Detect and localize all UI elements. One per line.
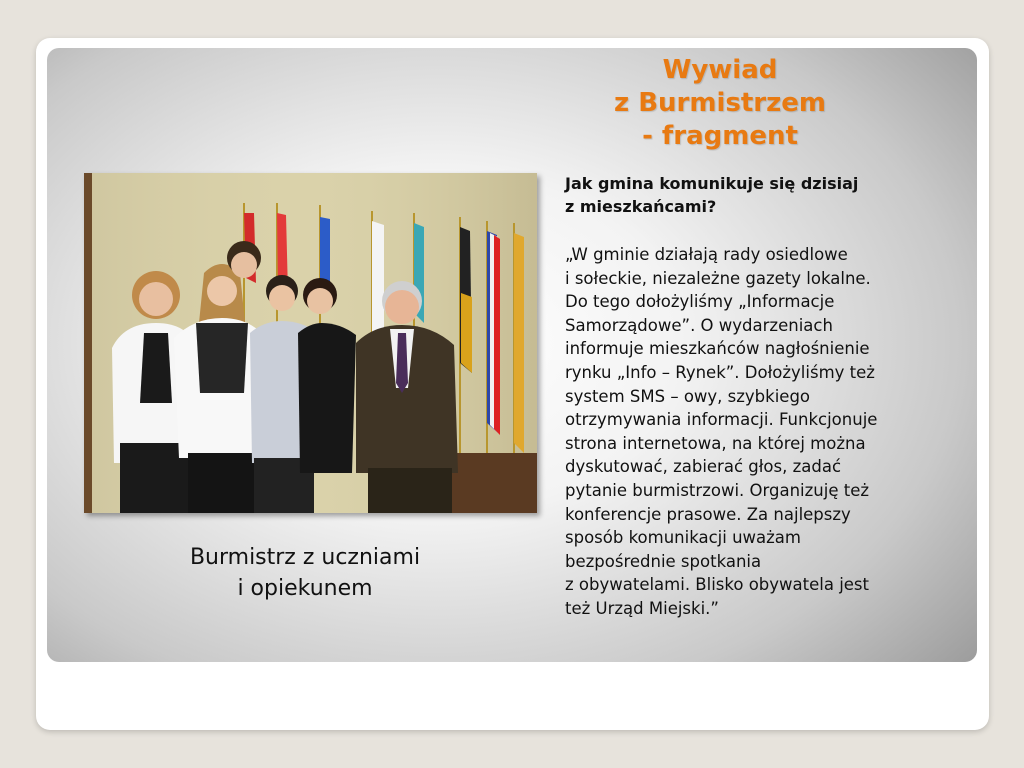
title-line-1: Wywiad — [662, 55, 778, 85]
answer-line: też Urząd Miejski.” — [565, 598, 719, 618]
answer-line: i sołeckie, niezależne gazety lokalne. — [565, 268, 871, 288]
answer-line: otrzymywania informacji. Funkcjonuje — [565, 410, 878, 430]
answer-line: Do tego dołożyliśmy „Informacje — [565, 292, 835, 312]
answer-line: dyskutować, zabierać głos, zadać — [565, 457, 842, 477]
answer-line: „W gminie działają rady osiedlowe — [565, 245, 848, 264]
interview-question — [565, 172, 965, 218]
caption-line-2: i opiekunem — [237, 576, 373, 601]
caption-line-1: Burmistrz z uczniami — [189, 545, 421, 570]
question-line-2: z mieszkańcami? — [565, 197, 717, 216]
group-photo-image — [84, 173, 537, 513]
title-line-3: - fragment — [642, 121, 798, 151]
slide-title — [560, 54, 880, 153]
interview-answer — [565, 243, 965, 621]
answer-line: sposób komunikacji uważam — [565, 528, 801, 548]
answer-line: informuje mieszkańców nagłośnienie — [565, 339, 870, 359]
answer-line: system SMS – owy, szybkiego — [565, 386, 811, 406]
answer-line: z obywatelami. Blisko obywatela jest — [565, 575, 870, 595]
answer-line: konferencje prasowe. Za najlepszy — [565, 504, 851, 524]
title-line-2: z Burmistrzem — [614, 88, 826, 118]
group-photo — [84, 173, 537, 513]
question-line-1: Jak gmina komunikuje się dzisiaj — [565, 174, 859, 193]
answer-line: pytanie burmistrzowi. Organizuję też — [565, 480, 870, 500]
photo-caption — [130, 542, 480, 604]
answer-line: bezpośrednie spotkania — [565, 551, 762, 571]
answer-line: strona internetowa, na której można — [565, 433, 866, 453]
answer-line: rynku „Info – Rynek”. Dołożyliśmy też — [565, 362, 875, 382]
answer-line: Samorządowe”. O wydarzeniach — [565, 315, 833, 335]
